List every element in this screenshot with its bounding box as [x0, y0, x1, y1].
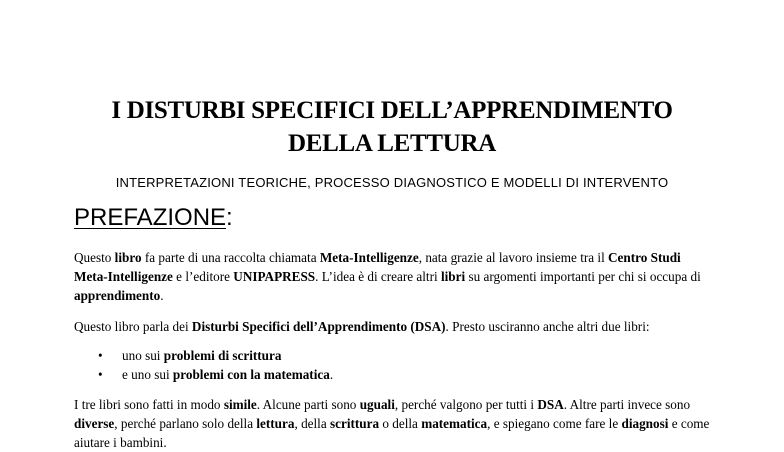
bullet-icon: • [98, 367, 103, 382]
bold-run: diagnosi [621, 416, 669, 431]
bold-run: diverse [74, 416, 115, 431]
bullet-icon: • [98, 348, 103, 363]
text-run: su argomenti importanti per chi si occupa di [465, 269, 701, 284]
text-run: , nata grazie al lavoro insieme tra il [418, 250, 609, 265]
text-run: I tre libri sono fatti in modo [74, 397, 224, 412]
bold-run: apprendimento [74, 288, 161, 303]
bold-run: UNIPAPRESS [233, 269, 316, 284]
text-run: . Presto usciranno anche altri due libri: [445, 319, 650, 334]
bold-run: matematica [421, 416, 488, 431]
paragraph-1 [74, 248, 714, 305]
section-heading [74, 203, 233, 233]
text-run: e l’editore [172, 269, 234, 284]
bold-run: problemi di scrittura [163, 348, 282, 363]
text-run: Questo libro parla dei [74, 319, 192, 334]
text-run: . L’idea è di creare altri [315, 269, 441, 284]
bold-run: uguali [359, 397, 395, 412]
bold-run: lettura [256, 416, 295, 431]
list-item [74, 346, 714, 365]
text-run: e come aiutare i bambini. [74, 416, 710, 450]
text-run: . Altre parti invece sono [563, 397, 691, 412]
bold-run: Disturbi Specifici dell’Apprendimento (DSA) [191, 319, 446, 334]
bold-run: DSA [537, 397, 564, 412]
text-run: uno sui [122, 348, 164, 363]
bold-run: Centro Studi Meta-Intelligenze [74, 250, 681, 284]
text-run: fa parte di una raccolta chiamata [141, 250, 320, 265]
bold-run: problemi con la matematica [172, 367, 330, 382]
list-item [74, 365, 714, 384]
text-run: , e spiegano come fare le [487, 416, 622, 431]
bold-run: Meta-Intelligenze [319, 250, 419, 265]
title-line-1: I DISTURBI SPECIFICI DELL’APPRENDIMENTO [111, 97, 673, 124]
text-run: o della [379, 416, 422, 431]
paragraph-2 [74, 317, 714, 336]
text-run: . Alcune parti sono [256, 397, 360, 412]
text-run: . [329, 367, 334, 382]
subtitle: INTERPRETAZIONI TEORICHE, PROCESSO DIAGNOSTICO E MODELLI DI INTERVENTO [115, 175, 669, 190]
bold-run: libro [114, 250, 142, 265]
bold-run: simile [223, 397, 257, 412]
text-run: , perché valgono per tutti i [394, 397, 538, 412]
paragraph-3 [74, 395, 714, 452]
text-run: . [160, 288, 164, 303]
section-heading-text: PREFAZIONE [74, 204, 227, 231]
title-line-2: DELLA LETTURA [288, 130, 496, 157]
bold-run: scrittura [330, 416, 380, 431]
text-run: Questo [74, 250, 115, 265]
text-run: e uno sui [122, 367, 173, 382]
section-heading-colon: : [226, 204, 233, 231]
bold-run: libri [440, 269, 466, 284]
text-run: , della [294, 416, 330, 431]
text-run: , perché parlano solo della [114, 416, 257, 431]
bullet-list [74, 346, 714, 384]
